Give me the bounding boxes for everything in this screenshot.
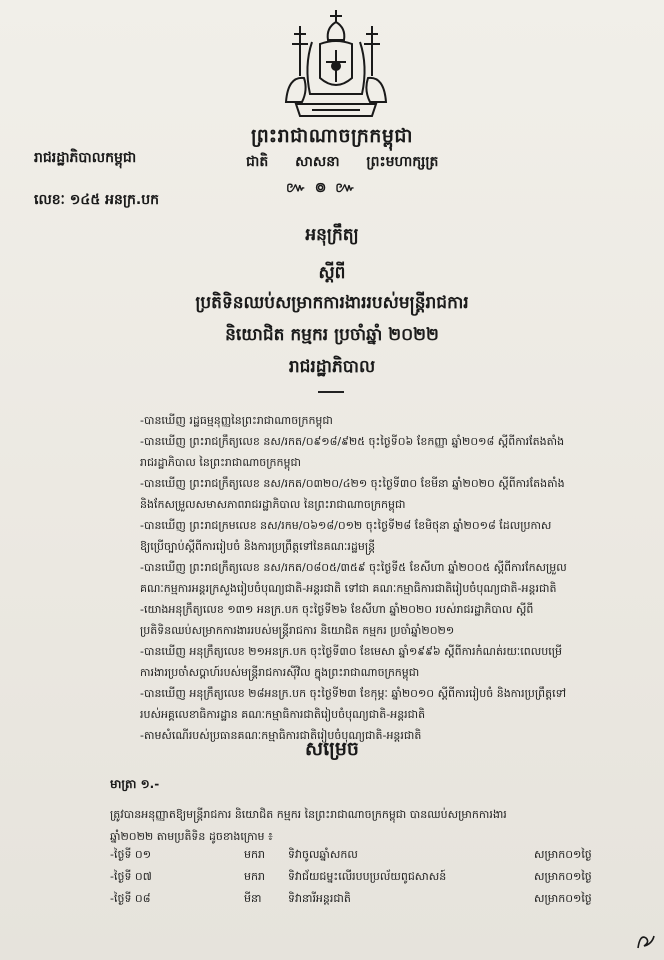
holiday-month: មករា [244,870,265,883]
kingdom-title: ព្រះរាជាណាចក្រកម្ពុជា [251,125,413,147]
article-body-line: ត្រូវបានអនុញ្ញាតឱ្យមន្ត្រីរាជការ និយោជិត កម្មករ នៃព្រះរាជាណាចក្រកម្ពុជា បានឈប់សម្រាកការងារ [110,808,507,821]
reference-line: -បានឃើញ អនុក្រឹត្យលេខ ២១អនក្រ.បក ចុះថ្ងៃទី៣០ ខែមេសា ឆ្នាំ១៩៩៦ ស្តីពីការកំណត់រយៈពេលបម្រើ [140,645,562,658]
government-label: រាជរដ្ឋាភិបាលកម្ពុជា [34,150,137,166]
holiday-leave: សម្រាក០១ថ្ងៃ [534,892,592,905]
reference-line: គណៈកម្មការអន្តរក្រសួងរៀបចំបុណ្យជាតិ-អន្តរជាតិ ទៅជា គណៈកម្មាធិការជាតិរៀបចំបុណ្យជាតិ-អន្តរជាតិ [140,582,557,595]
holiday-day: -ថ្ងៃទី ០១ [110,848,152,861]
reference-line: -បានឃើញ ព្រះរាជក្រឹត្យលេខ នស/រកត/០៩១៨/៩២៥ ចុះថ្ងៃទី០៦ ខែកញ្ញា ឆ្នាំ២០១៨ ស្តីពីការតែងតាំង [140,435,565,448]
holiday-day: -ថ្ងៃទី ០៨ [110,892,151,905]
holiday-month: មីនា [244,892,262,905]
reference-line: -បានឃើញ រដ្ឋធម្មនុញ្ញនៃព្រះរាជាណាចក្រកម្ពុជា [140,414,333,427]
motto-nation: ជាតិ [246,154,269,170]
holiday-row [110,848,630,870]
national-motto [246,152,460,173]
article-body-line: ឆ្នាំ២០២២ តាមប្រតិទិន ដូចខាងក្រោម ៖ [110,830,273,843]
document-about: ស្តីពី [318,263,346,283]
reference-line: ឱ្យប្រើច្បាប់ស្តីពីការរៀបចំ និងការប្រព្រឹត្តទៅនៃគណៈរដ្ឋមន្ត្រី [140,540,376,553]
reference-line: ការងារប្រចាំសប្តាហ៍របស់មន្ត្រីរាជការស៊ីវិល ក្នុងព្រះរាជាណាចក្រកម្ពុជា [140,666,420,679]
reference-line: -យោងអនុក្រឹត្យលេខ ១៣១ អនក្រ.បក ចុះថ្ងៃទី២៦ ខែសីហា ឆ្នាំ២០២០ របស់រាជរដ្ឋាភិបាល ស្តីពី [140,603,534,616]
title-divider [318,391,344,393]
holiday-day: -ថ្ងៃទី ០៧ [110,870,152,883]
royal-coat-of-arms-icon [276,6,396,124]
reference-line: -បានឃើញ ព្រះរាជក្រឹត្យលេខ នស/រកត/០៣២០/៤២១ ចុះថ្ងៃទី៣០ ខែមីនា ឆ្នាំ២០២០ ស្តីពីការតែងតាំង [140,477,565,490]
holiday-name: ទិវានារីអន្តរជាតិ [288,892,351,905]
holiday-name: ទិវាចូលឆ្នាំសកល [288,848,358,861]
handwritten-initial-icon [634,930,658,952]
article-label: មាត្រា ១.- [110,777,160,791]
reference-line: -តាមសំណើរបស់ប្រធានគណៈកម្មាធិការជាតិរៀបចំបុណ្យជាតិ-អន្តរជាតិ [140,729,422,742]
document-subject-line2: និយោជិត កម្មករ ប្រចាំឆ្នាំ ២០២២ [225,325,439,345]
reference-line: ប្រតិទិនឈប់សម្រាកការងាររបស់មន្ត្រីរាជការ និយោជិត កម្មករ ប្រចាំឆ្នាំ២០២១ [140,624,455,637]
motto-king: ព្រះមហាក្សត្រ [366,154,439,170]
holiday-leave: សម្រាក០១ថ្ងៃ [534,870,592,883]
holiday-month: មករា [244,848,265,861]
decision-heading: សម្រេច [305,738,359,760]
holiday-list [110,848,630,914]
document-type: អនុក្រឹត្យ [305,225,359,245]
legal-references-list [140,410,636,746]
reference-line: -បានឃើញ ព្រះរាជក្រឹត្យលេខ នស/រកត/០៨០៥/៣៥៩ ចុះថ្ងៃទី៥ ខែសីហា ឆ្នាំ២០០៥ ស្តីពីការកែសម្រួល [140,561,567,574]
reference-line: -បានឃើញ ព្រះរាជក្រមលេខ នស/រកម/០៦១៨/០១២ ចុះថ្ងៃទី២៨ ខែមិថុនា ឆ្នាំ២០១៨ ដែលប្រកាស [140,519,552,532]
reference-line: -បានឃើញ អនុក្រឹត្យលេខ ២៨អនក្រ.បក ចុះថ្ងៃទី២៣ ខែកុម្ភៈ ឆ្នាំ២០១០ ស្តីពីការរៀបចំ និងការប្រព្រឹត្តទៅ [140,687,567,700]
holiday-row [110,892,630,914]
reference-line: របស់អគ្គលេខាធិការដ្ឋាន គណៈកម្មាធិការជាតិរៀបចំបុណ្យជាតិ-អន្តរជាតិ [140,708,426,721]
document-number: លេខៈ ១៤៥ អនក្រ.បក [34,192,160,208]
document-issuer: រាជរដ្ឋាភិបាល [288,357,376,377]
article-body [110,804,620,848]
reference-line: រាជរដ្ឋាភិបាល នៃព្រះរាជាណាចក្រកម្ពុជា [140,456,301,469]
reference-line: និងកែសម្រួលសមាសភាពរាជរដ្ឋាភិបាល នៃព្រះរាជាណាចក្រកម្ពុជា [140,498,406,511]
document-subject-line1: ប្រតិទិនឈប់សម្រាកការងាររបស់មន្ត្រីរាជការ [195,293,469,313]
motto-religion: សាសនា [295,154,340,170]
holiday-row [110,870,630,892]
holiday-name: ទិវាជ័យជម្នះលើរបបប្រល័យពូជសាសន៍ [288,870,447,883]
holiday-leave: សម្រាក០១ថ្ងៃ [534,848,592,861]
ornament-divider: ៚ ៙ ៚ [286,180,358,196]
